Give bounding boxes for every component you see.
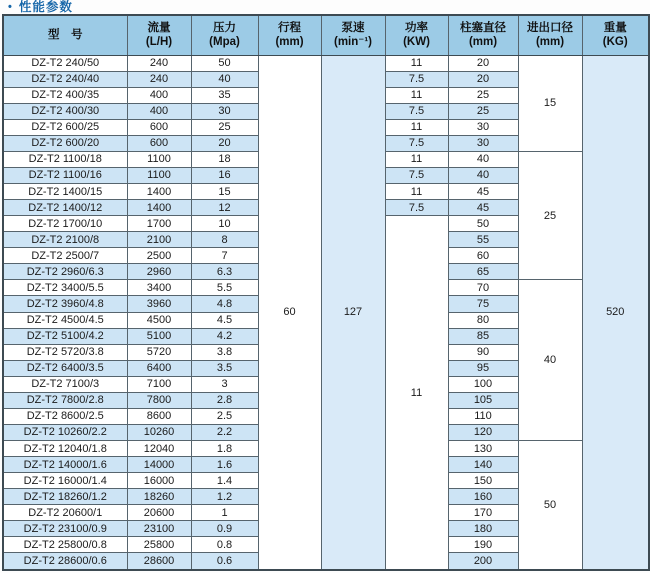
model-cell: DZ-T2 18260/1.2 — [3, 489, 127, 505]
flow-cell: 20600 — [127, 505, 191, 521]
plunger-cell: 105 — [448, 392, 518, 408]
power-cell: 11 — [385, 55, 448, 71]
pressure-cell: 6.3 — [191, 264, 258, 280]
flow-cell: 4500 — [127, 312, 191, 328]
model-cell: DZ-T2 6400/3.5 — [3, 360, 127, 376]
col-header-flow: 流量 (L/H) — [127, 15, 191, 55]
flow-cell: 2960 — [127, 264, 191, 280]
pressure-cell: 0.6 — [191, 553, 258, 570]
pressure-cell: 0.9 — [191, 521, 258, 537]
plunger-cell: 180 — [448, 521, 518, 537]
model-cell: DZ-T2 7100/3 — [3, 376, 127, 392]
flow-cell: 7800 — [127, 392, 191, 408]
flow-cell: 1400 — [127, 184, 191, 200]
plunger-cell: 60 — [448, 248, 518, 264]
flow-cell: 1700 — [127, 216, 191, 232]
pressure-cell: 30 — [191, 103, 258, 119]
col-header-power: 功率 (KW) — [385, 15, 448, 55]
flow-cell: 12040 — [127, 441, 191, 457]
plunger-cell: 25 — [448, 87, 518, 103]
pressure-cell: 1.6 — [191, 457, 258, 473]
pressure-cell: 1.4 — [191, 473, 258, 489]
flow-cell: 25800 — [127, 537, 191, 553]
col-header-inlet: 进出口径 (mm) — [518, 15, 582, 55]
flow-cell: 600 — [127, 119, 191, 135]
plunger-cell: 40 — [448, 151, 518, 167]
model-cell: DZ-T2 600/20 — [3, 135, 127, 151]
power-cell: 7.5 — [385, 103, 448, 119]
table-head — [3, 15, 649, 55]
model-cell: DZ-T2 4500/4.5 — [3, 312, 127, 328]
pressure-cell: 25 — [191, 119, 258, 135]
flow-cell: 400 — [127, 103, 191, 119]
plunger-cell: 65 — [448, 264, 518, 280]
pressure-cell: 1.2 — [191, 489, 258, 505]
flow-cell: 23100 — [127, 521, 191, 537]
performance-parameters-table — [2, 14, 650, 571]
bullet-icon: • — [8, 1, 13, 13]
speed-merged-cell: 127 — [321, 55, 385, 570]
pressure-cell: 15 — [191, 184, 258, 200]
flow-cell: 3960 — [127, 296, 191, 312]
flow-cell: 240 — [127, 55, 191, 71]
pressure-cell: 2.2 — [191, 424, 258, 440]
flow-cell: 3400 — [127, 280, 191, 296]
flow-cell: 8600 — [127, 408, 191, 424]
pressure-cell: 3.5 — [191, 360, 258, 376]
model-cell: DZ-T2 8600/2.5 — [3, 408, 127, 424]
model-cell: DZ-T2 3400/5.5 — [3, 280, 127, 296]
plunger-cell: 80 — [448, 312, 518, 328]
plunger-cell: 130 — [448, 441, 518, 457]
col-header-pressure: 压力 (Mpa) — [191, 15, 258, 55]
plunger-cell: 50 — [448, 216, 518, 232]
model-cell: DZ-T2 1400/15 — [3, 184, 127, 200]
flow-cell: 6400 — [127, 360, 191, 376]
plunger-cell: 190 — [448, 537, 518, 553]
model-cell: DZ-T2 5100/4.2 — [3, 328, 127, 344]
power-cell: 7.5 — [385, 135, 448, 151]
model-cell: DZ-T2 240/50 — [3, 55, 127, 71]
plunger-cell: 120 — [448, 424, 518, 440]
col-header-weight: 重量 (KG) — [582, 15, 649, 55]
model-cell: DZ-T2 23100/0.9 — [3, 521, 127, 537]
plunger-cell: 100 — [448, 376, 518, 392]
model-cell: DZ-T2 10260/2.2 — [3, 424, 127, 440]
model-cell: DZ-T2 20600/1 — [3, 505, 127, 521]
plunger-cell: 150 — [448, 473, 518, 489]
model-cell: DZ-T2 5720/3.8 — [3, 344, 127, 360]
model-cell: DZ-T2 28600/0.6 — [3, 553, 127, 570]
flow-cell: 400 — [127, 87, 191, 103]
model-cell: DZ-T2 7800/2.8 — [3, 392, 127, 408]
model-cell: DZ-T2 240/40 — [3, 71, 127, 87]
pressure-cell: 7 — [191, 248, 258, 264]
flow-cell: 1100 — [127, 167, 191, 183]
col-header-model: 型 号 — [3, 15, 127, 55]
model-cell: DZ-T2 1100/18 — [3, 151, 127, 167]
inlet-merged-cell: 15 — [518, 55, 582, 151]
pressure-cell: 1.8 — [191, 441, 258, 457]
plunger-cell: 25 — [448, 103, 518, 119]
pressure-cell: 16 — [191, 167, 258, 183]
stroke-merged-cell: 60 — [258, 55, 321, 570]
model-cell: DZ-T2 400/35 — [3, 87, 127, 103]
inlet-merged-cell: 50 — [518, 441, 582, 571]
model-cell: DZ-T2 2500/7 — [3, 248, 127, 264]
model-cell: DZ-T2 1100/16 — [3, 167, 127, 183]
inlet-merged-cell: 25 — [518, 151, 582, 280]
plunger-cell: 20 — [448, 71, 518, 87]
flow-cell: 28600 — [127, 553, 191, 570]
pressure-cell: 1 — [191, 505, 258, 521]
model-cell: DZ-T2 2960/6.3 — [3, 264, 127, 280]
flow-cell: 7100 — [127, 376, 191, 392]
model-cell: DZ-T2 1700/10 — [3, 216, 127, 232]
plunger-cell: 30 — [448, 119, 518, 135]
pressure-cell: 20 — [191, 135, 258, 151]
pressure-cell: 35 — [191, 87, 258, 103]
pressure-cell: 3 — [191, 376, 258, 392]
pressure-cell: 2.5 — [191, 408, 258, 424]
flow-cell: 1100 — [127, 151, 191, 167]
plunger-cell: 140 — [448, 457, 518, 473]
pressure-cell: 2.8 — [191, 392, 258, 408]
plunger-cell: 20 — [448, 55, 518, 71]
plunger-cell: 45 — [448, 184, 518, 200]
pressure-cell: 4.8 — [191, 296, 258, 312]
plunger-cell: 200 — [448, 553, 518, 570]
flow-cell: 5100 — [127, 328, 191, 344]
plunger-cell: 55 — [448, 232, 518, 248]
power-merged-cell: 11 — [385, 216, 448, 570]
power-cell: 11 — [385, 87, 448, 103]
power-cell: 7.5 — [385, 71, 448, 87]
plunger-cell: 75 — [448, 296, 518, 312]
model-cell: DZ-T2 14000/1.6 — [3, 457, 127, 473]
plunger-cell: 30 — [448, 135, 518, 151]
power-cell: 7.5 — [385, 167, 448, 183]
flow-cell: 18260 — [127, 489, 191, 505]
power-cell: 11 — [385, 151, 448, 167]
flow-cell: 1400 — [127, 200, 191, 216]
pressure-cell: 50 — [191, 55, 258, 71]
section-title — [8, 0, 73, 14]
flow-cell: 5720 — [127, 344, 191, 360]
pressure-cell: 0.8 — [191, 537, 258, 553]
model-cell: DZ-T2 12040/1.8 — [3, 441, 127, 457]
pressure-cell: 5.5 — [191, 280, 258, 296]
plunger-cell: 45 — [448, 200, 518, 216]
plunger-cell: 70 — [448, 280, 518, 296]
table-body — [3, 55, 649, 570]
model-cell: DZ-T2 25800/0.8 — [3, 537, 127, 553]
pressure-cell: 3.8 — [191, 344, 258, 360]
plunger-cell: 160 — [448, 489, 518, 505]
model-cell: DZ-T2 600/25 — [3, 119, 127, 135]
power-cell: 7.5 — [385, 200, 448, 216]
flow-cell: 10260 — [127, 424, 191, 440]
inlet-merged-cell: 40 — [518, 280, 582, 441]
pressure-cell: 8 — [191, 232, 258, 248]
model-cell: DZ-T2 3960/4.8 — [3, 296, 127, 312]
pressure-cell: 12 — [191, 200, 258, 216]
pressure-cell: 10 — [191, 216, 258, 232]
plunger-cell: 95 — [448, 360, 518, 376]
power-cell: 11 — [385, 184, 448, 200]
plunger-cell: 110 — [448, 408, 518, 424]
flow-cell: 600 — [127, 135, 191, 151]
pressure-cell: 18 — [191, 151, 258, 167]
pressure-cell: 40 — [191, 71, 258, 87]
plunger-cell: 90 — [448, 344, 518, 360]
model-cell: DZ-T2 1400/12 — [3, 200, 127, 216]
model-cell: DZ-T2 16000/1.4 — [3, 473, 127, 489]
flow-cell: 16000 — [127, 473, 191, 489]
plunger-cell: 40 — [448, 167, 518, 183]
col-header-plunger: 柱塞直径 (mm) — [448, 15, 518, 55]
plunger-cell: 85 — [448, 328, 518, 344]
power-cell: 11 — [385, 119, 448, 135]
pressure-cell: 4.2 — [191, 328, 258, 344]
model-cell: DZ-T2 2100/8 — [3, 232, 127, 248]
flow-cell: 240 — [127, 71, 191, 87]
model-cell: DZ-T2 400/30 — [3, 103, 127, 119]
flow-cell: 14000 — [127, 457, 191, 473]
col-header-stroke: 行程 (mm) — [258, 15, 321, 55]
section-title-text: 性能参数 — [18, 0, 73, 14]
flow-cell: 2500 — [127, 248, 191, 264]
plunger-cell: 170 — [448, 505, 518, 521]
col-header-speed: 泵速 (min⁻¹) — [321, 15, 385, 55]
pressure-cell: 4.5 — [191, 312, 258, 328]
weight-merged-cell: 520 — [582, 55, 649, 570]
flow-cell: 2100 — [127, 232, 191, 248]
